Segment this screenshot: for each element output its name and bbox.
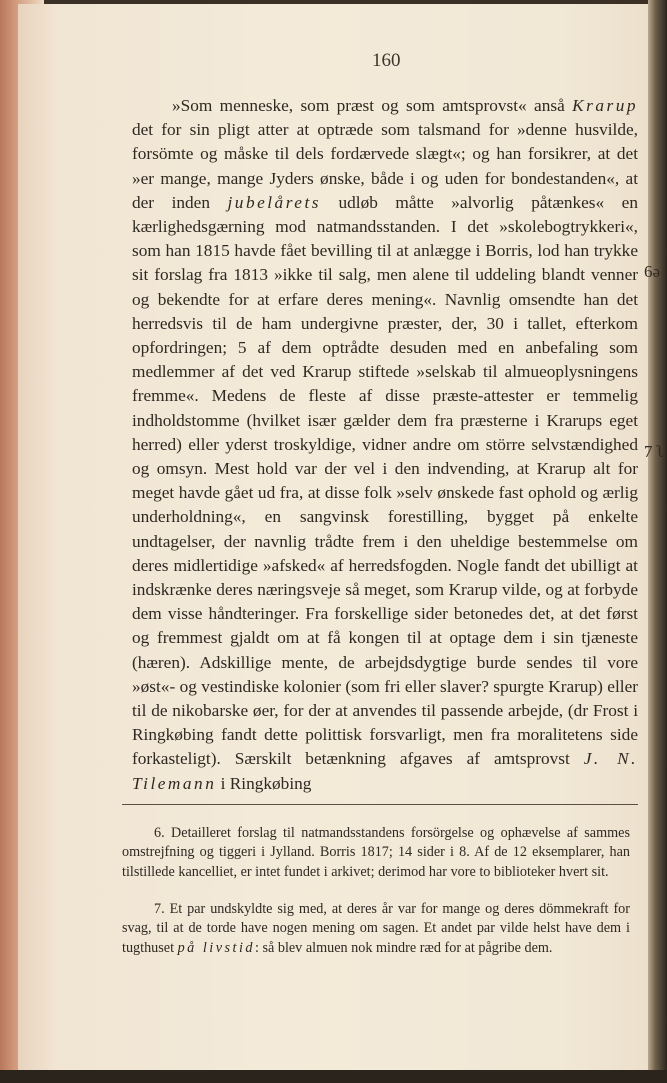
page-bottom-edge	[0, 1070, 667, 1083]
paragraph-text: det for sin pligt atter at optræde som talsmand for »denne husvilde, forsömte og måske til dels fordærvede slægt«; og han forsikrer, at det »er mange, mange Jyders ønske, både i og uden for bondestanden«, at der inden	[132, 120, 638, 212]
footnote-text: 7. Et par undskyldte sig med, at deres år var for mange og deres dömmekraft for svag, til at de torde have nogen mening om sagen. Et andet par vilde helst have dem i tugthuset	[122, 901, 630, 956]
spaced-word: på livstid	[177, 939, 255, 956]
page-right-edge	[648, 0, 667, 1083]
page-number: 160	[372, 50, 401, 71]
emphasized-name: J. N. Tilemann	[132, 749, 638, 793]
footnote-7	[122, 900, 630, 958]
paragraph-text: »Som menneske, som præst og som amtsprovst« anså	[172, 96, 573, 115]
spaced-word: jubelårets	[227, 192, 321, 212]
main-paragraph	[132, 94, 638, 796]
footnote-divider	[122, 804, 638, 805]
paragraph-text: i Ringkøbing	[216, 773, 312, 793]
footnote-6: 6. Detailleret forslag til natmandsstandens forsörgelse og ophævelse af sammes omstrejfning og tiggeri i Jylland. Borris 1817; 14 sider i 8. Af de 12 eksemplarer, han tilstillede kancelliet, er intet fundet i arkivet; derimod har vore to biblioteker hvert sit.	[122, 825, 630, 880]
margin-note-marker: 6ə	[644, 262, 661, 281]
margin-note-marker: 7 ʅ	[644, 442, 665, 461]
paragraph-text: udløb måtte »alvorlig påtænkes« en kærlighedsgærning mod natmandsstanden. I det »skolebogtrykkeri«, som han 1815 havde fået bevilling til at anlægge i Borris, lod han trykke sit forslag fra 1813 »ikke til salg, men alene til uddeling blandt venner og bekendte for at erfare deres mening«. Navnlig omsendte han det herredsvis til de ham undergivne præster, der, 30 i tallet, efterkom opfordringen; 5 af dem optrådte desuden med en anbefaling som medlemmer af det ved Krarup stiftede »selskab til almueoplysningens fremme«. Medens de fleste af disse præste-attester er temmelig indholdstomme (hvilket især gælder dem fra præsterne i Krarups eget herred) eller yderst troskyldige, vidner andre om större selvstændighed og omsyn. Mest hold var der vel i den indvending, at Krarup alt for meget havde gået ud fra, at disse folk »selv ønskede fast ophold og ærlig underholdning«, en sangvinsk forestilling, bygget på enkelte undtagelser, der navnlig trådte frem i den uheldige bestemmelse om deres midlertidige »afsked« af herredsfogden. Nogle fandt det ubilligt at indskrænke deres næringsveje så meget, som Krarup vilde, og at forbyde dem visse håndteringer. Fra forskellige sider betonedes det, at det først og fremmest gjaldt om at få kongen til at optage dem i sin tjæneste (hæren). Adskillige mente, de arbejdsdygtige burde sendes til vore »øst«- og vestindiske kolonier (som fri eller slaver? spurgte Krarup) eller til de nikobarske øer, for der at anvendes til passende arbejde, (dr Frost i Ringkøbing fandt dette polittisk forsvarligt, men fra moralitetens side forkasteligt). Særskilt betænkning afgaves af amtsprovst	[132, 192, 638, 769]
emphasized-name: Krarup	[572, 96, 638, 115]
footnote-text: : så blev almuen nok mindre ræd for at pågribe dem.	[255, 939, 553, 956]
